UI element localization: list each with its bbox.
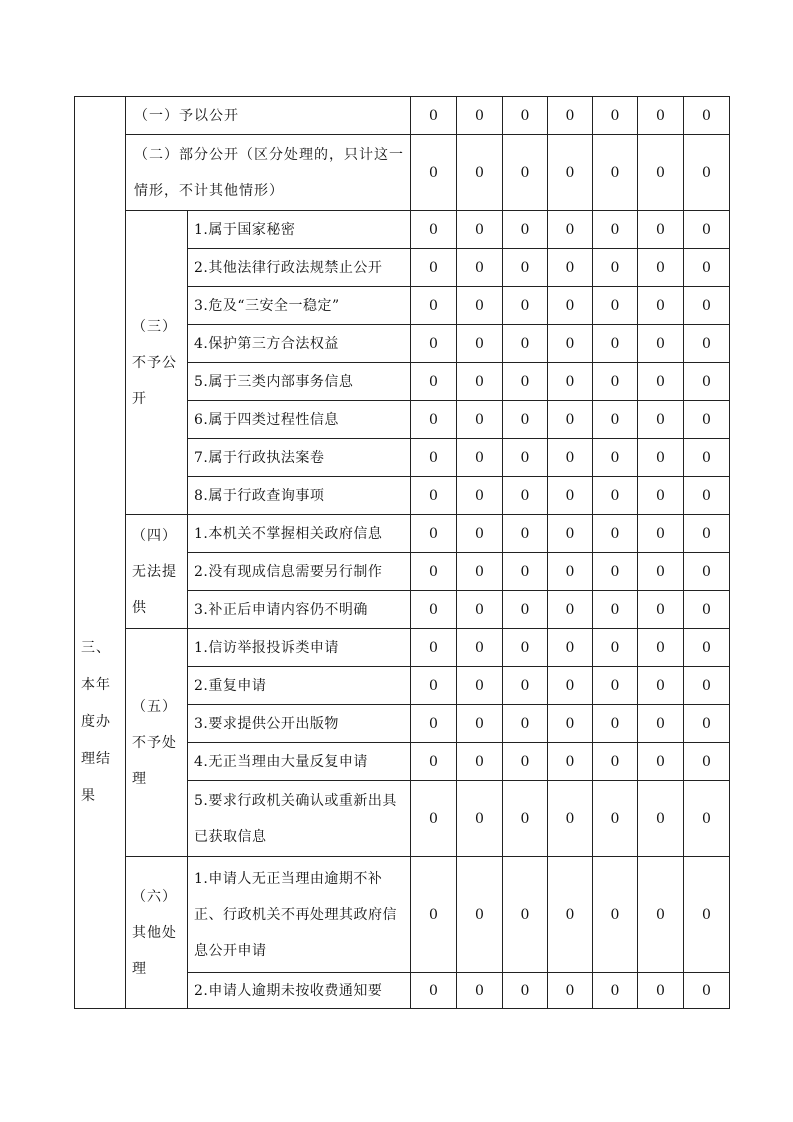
item-label: 6.属于四类过程性信息 [188,401,411,439]
value-cell: 0 [593,97,638,135]
value-cell: 0 [593,363,638,401]
item-label: 3.补正后申请内容仍不明确 [188,591,411,629]
value-cell: 0 [503,591,548,629]
value-cell: 0 [593,705,638,743]
value-cell: 0 [503,553,548,591]
value-cell: 0 [593,249,638,287]
value-cell: 0 [457,629,503,667]
value-cell: 0 [411,363,457,401]
item-label: 3.危及“三安全一稳定” [188,287,411,325]
value-cell: 0 [638,553,684,591]
value-cell: 0 [684,287,730,325]
value-cell: 0 [411,667,457,705]
value-cell: 0 [638,629,684,667]
value-cell: 0 [548,591,593,629]
value-cell: 0 [638,477,684,515]
value-cell: 0 [548,287,593,325]
value-cell: 0 [457,97,503,135]
value-cell: 0 [503,781,548,857]
value-cell: 0 [457,857,503,973]
value-cell: 0 [411,743,457,781]
value-cell: 0 [548,515,593,553]
table-row [75,97,730,135]
value-cell: 0 [503,211,548,249]
value-cell: 0 [548,973,593,1009]
value-cell: 0 [593,287,638,325]
value-cell: 0 [638,857,684,973]
value-cell: 0 [593,477,638,515]
value-cell: 0 [593,439,638,477]
value-cell: 0 [684,325,730,363]
value-cell: 0 [638,705,684,743]
item-label: 3.要求提供公开出版物 [188,705,411,743]
value-cell: 0 [548,781,593,857]
value-cell: 0 [684,591,730,629]
value-cell: 0 [638,515,684,553]
value-cell: 0 [684,857,730,973]
value-cell: 0 [638,667,684,705]
value-cell: 0 [548,363,593,401]
value-cell: 0 [411,249,457,287]
item-label: 4.无正当理由大量反复申请 [188,743,411,781]
value-cell: 0 [503,401,548,439]
value-cell: 0 [457,401,503,439]
value-cell: 0 [593,857,638,973]
item-label: 5.要求行政机关确认或重新出具已获取信息 [188,781,411,857]
value-cell: 0 [684,973,730,1009]
value-cell: 0 [457,973,503,1009]
value-cell: 0 [503,973,548,1009]
value-cell: 0 [593,211,638,249]
group-label: （六）其他处理 [126,857,188,1009]
value-cell: 0 [638,325,684,363]
value-cell: 0 [503,97,548,135]
value-cell: 0 [638,135,684,211]
value-cell: 0 [503,363,548,401]
value-cell: 0 [411,439,457,477]
value-cell: 0 [503,439,548,477]
value-cell: 0 [411,477,457,515]
value-cell: 0 [593,973,638,1009]
value-cell: 0 [638,97,684,135]
value-cell: 0 [684,249,730,287]
row-label: （一）予以公开 [126,97,411,135]
value-cell: 0 [548,553,593,591]
value-cell: 0 [411,401,457,439]
value-cell: 0 [548,97,593,135]
value-cell: 0 [503,287,548,325]
item-label: 1.申请人无正当理由逾期不补正、行政机关不再处理其政府信息公开申请 [188,857,411,973]
value-cell: 0 [411,781,457,857]
value-cell: 0 [548,325,593,363]
value-cell: 0 [638,781,684,857]
value-cell: 0 [684,553,730,591]
value-cell: 0 [638,249,684,287]
item-label: 1.属于国家秘密 [188,211,411,249]
value-cell: 0 [593,591,638,629]
item-label: 1.信访举报投诉类申请 [188,629,411,667]
value-cell: 0 [684,781,730,857]
value-cell: 0 [593,135,638,211]
value-cell: 0 [457,325,503,363]
value-cell: 0 [503,743,548,781]
value-cell: 0 [684,211,730,249]
item-label: 2.重复申请 [188,667,411,705]
group-label: （五）不予处理 [126,629,188,857]
value-cell: 0 [457,363,503,401]
value-cell: 0 [593,743,638,781]
value-cell: 0 [457,553,503,591]
value-cell: 0 [684,705,730,743]
group-label: （三）不予公开 [126,211,188,515]
row-label: （二）部分公开（区分处理的，只计这一情形，不计其他情形） [126,135,411,211]
value-cell: 0 [638,287,684,325]
item-label: 8.属于行政查询事项 [188,477,411,515]
value-cell: 0 [457,439,503,477]
value-cell: 0 [684,743,730,781]
item-label: 2.其他法律行政法规禁止公开 [188,249,411,287]
value-cell: 0 [548,667,593,705]
value-cell: 0 [548,135,593,211]
item-label: 2.没有现成信息需要另行制作 [188,553,411,591]
value-cell: 0 [684,667,730,705]
value-cell: 0 [457,743,503,781]
value-cell: 0 [593,629,638,667]
value-cell: 0 [457,781,503,857]
value-cell: 0 [411,629,457,667]
value-cell: 0 [457,249,503,287]
value-cell: 0 [411,515,457,553]
table-row [75,515,730,553]
value-cell: 0 [684,401,730,439]
value-cell: 0 [638,743,684,781]
value-cell: 0 [548,249,593,287]
value-cell: 0 [684,629,730,667]
value-cell: 0 [457,135,503,211]
value-cell: 0 [593,553,638,591]
value-cell: 0 [457,591,503,629]
value-cell: 0 [503,477,548,515]
value-cell: 0 [503,515,548,553]
value-cell: 0 [457,287,503,325]
item-label: 5.属于三类内部事务信息 [188,363,411,401]
value-cell: 0 [548,477,593,515]
value-cell: 0 [548,743,593,781]
value-cell: 0 [684,97,730,135]
table-row [75,135,730,211]
value-cell: 0 [503,325,548,363]
value-cell: 0 [411,287,457,325]
value-cell: 0 [411,325,457,363]
value-cell: 0 [593,667,638,705]
value-cell: 0 [548,401,593,439]
item-label: 1.本机关不掌握相关政府信息 [188,515,411,553]
value-cell: 0 [457,211,503,249]
value-cell: 0 [638,439,684,477]
value-cell: 0 [411,973,457,1009]
value-cell: 0 [593,401,638,439]
group-label: （四）无法提供 [126,515,188,629]
value-cell: 0 [684,515,730,553]
value-cell: 0 [411,135,457,211]
value-cell: 0 [503,249,548,287]
value-cell: 0 [684,439,730,477]
table-row [75,211,730,249]
value-cell: 0 [638,973,684,1009]
value-cell: 0 [503,857,548,973]
value-cell: 0 [638,211,684,249]
value-cell: 0 [411,857,457,973]
value-cell: 0 [457,705,503,743]
item-label: 4.保护第三方合法权益 [188,325,411,363]
section-title-cell [75,97,126,1009]
value-cell: 0 [548,629,593,667]
value-cell: 0 [684,477,730,515]
value-cell: 0 [457,477,503,515]
value-cell: 0 [548,857,593,973]
value-cell: 0 [411,591,457,629]
value-cell: 0 [457,667,503,705]
value-cell: 0 [411,211,457,249]
table-row [75,857,730,973]
value-cell: 0 [411,97,457,135]
results-table [74,96,730,1009]
value-cell: 0 [638,591,684,629]
item-label: 2.申请人逾期未按收费通知要 [188,973,411,1009]
value-cell: 0 [503,667,548,705]
value-cell: 0 [638,363,684,401]
value-cell: 0 [503,629,548,667]
table-row [75,629,730,667]
value-cell: 0 [411,705,457,743]
value-cell: 0 [593,325,638,363]
value-cell: 0 [411,553,457,591]
value-cell: 0 [638,401,684,439]
value-cell: 0 [548,439,593,477]
value-cell: 0 [457,515,503,553]
value-cell: 0 [503,135,548,211]
value-cell: 0 [548,705,593,743]
value-cell: 0 [503,705,548,743]
value-cell: 0 [684,363,730,401]
value-cell: 0 [593,781,638,857]
section-title: 三、本年度办理结果 [81,640,111,804]
value-cell: 0 [548,211,593,249]
item-label: 7.属于行政执法案卷 [188,439,411,477]
value-cell: 0 [593,515,638,553]
value-cell: 0 [684,135,730,211]
